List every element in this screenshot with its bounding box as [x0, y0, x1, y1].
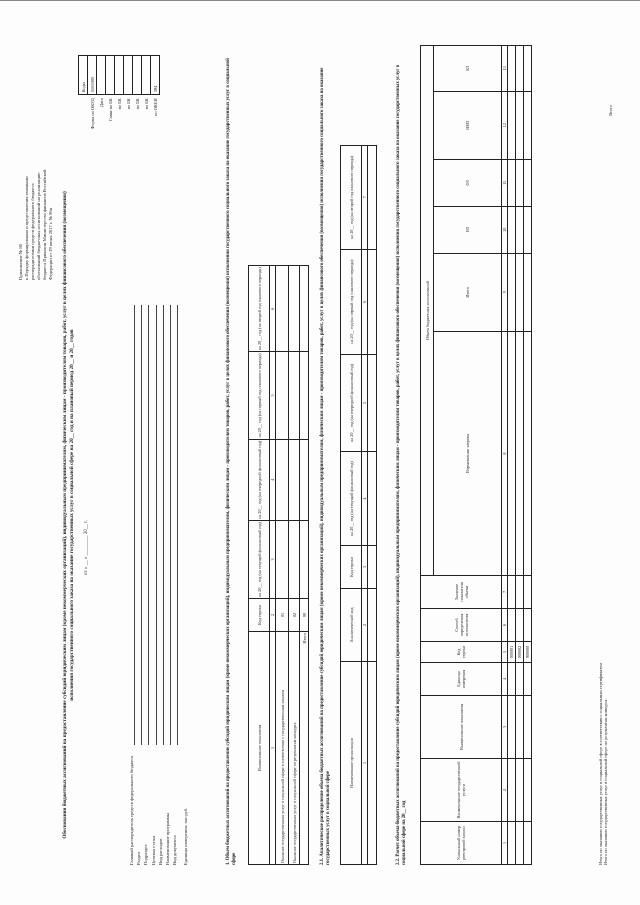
- t3-header: ОЗ: [434, 159, 502, 206]
- code-value: [97, 56, 106, 95]
- t2-header: Код строки: [341, 546, 362, 589]
- info-field: [135, 305, 142, 745]
- t3-group-header: Объем бюджетных ассигнований: [421, 46, 434, 576]
- appendix-header: [18, 70, 54, 280]
- info-label: Наименование программы: [165, 813, 171, 865]
- t3-header: Уникальный номер реестровой записи: [421, 822, 502, 865]
- t3-header: Единица измерения: [421, 663, 502, 696]
- table-row: [524, 46, 532, 865]
- code-label: по БК: [134, 98, 140, 110]
- t3-colnum: 9: [502, 253, 508, 331]
- code-label: по БК: [116, 98, 122, 110]
- t1-row-name: Итого: [300, 632, 309, 865]
- t3-header: Значение показателя объема: [421, 576, 502, 609]
- t3-colnum: 8: [502, 332, 508, 576]
- t3-colnum: 13: [502, 46, 508, 92]
- codes-table: [78, 55, 160, 165]
- t1-row-code: 02: [289, 599, 300, 632]
- info-field: [171, 305, 178, 745]
- t3-header: Итого: [434, 253, 502, 331]
- footer-totals: [598, 45, 613, 865]
- t3-header: Способ определения исполнителя: [421, 609, 502, 642]
- info-field: [142, 305, 149, 745]
- unit-line: Единица измерения: тыс.руб.: [183, 807, 189, 865]
- table-2: [340, 145, 377, 865]
- t1-colnum: 2: [270, 599, 276, 632]
- info-label: Подраздел: [143, 844, 149, 865]
- t1-colnum: 5: [270, 352, 276, 439]
- t3-row-code: 900000: [524, 642, 532, 663]
- table-row: [368, 146, 377, 865]
- codes-header: Коды: [79, 56, 88, 95]
- code-label: по БК: [143, 98, 149, 110]
- code-value: 0505980: [88, 56, 97, 95]
- appendix-line: Приложение № 80: [18, 244, 23, 280]
- table-row: [300, 266, 309, 865]
- t1-header: Код строки: [249, 599, 270, 632]
- t2-header: на 20__ год (на очередной финансовый год): [341, 354, 362, 452]
- t2-header: на 20__ год (на первый год планового периода): [341, 249, 362, 354]
- table-3: [420, 45, 532, 865]
- t3-colnum: 11: [502, 159, 508, 206]
- t1-colnum: 6: [270, 266, 276, 352]
- info-label: Главный распорядитель средств федерального бюджета: [129, 755, 134, 865]
- code-value: [115, 56, 124, 95]
- t2-header: Наименование организации: [341, 662, 362, 865]
- appendix-line: бюджета Приказом Министерства финансов Российской: [42, 169, 47, 280]
- code-value: [142, 56, 151, 95]
- footer-line: Всего: [608, 105, 613, 116]
- t3-colnum: 10: [502, 206, 508, 253]
- t1-colnum: 3: [270, 520, 276, 598]
- t2-header: на 20__ год (на текущий финансовый год): [341, 452, 362, 546]
- t2-header: на 20__ год (на второй год планового периода): [341, 146, 362, 250]
- t3-row-code: 000002: [516, 642, 524, 663]
- code-label: Глава по БК: [107, 98, 113, 121]
- t3-header: Наименование государственной услуги: [421, 759, 502, 822]
- t3-header: НЗ: [434, 206, 502, 253]
- code-value: 384: [151, 56, 160, 95]
- table-row: [508, 46, 516, 865]
- t3-colnum: 1: [502, 822, 508, 865]
- info-field: [164, 305, 171, 745]
- info-label: Вид расходов: [157, 838, 163, 865]
- t3-header: КЗ: [434, 46, 502, 92]
- appendix-line: распорядителями средств федерального бюджета: [30, 183, 35, 280]
- t2-colnum: 5: [362, 354, 368, 452]
- t2-colnum: 2: [362, 589, 368, 662]
- t3-header: Код строки: [421, 642, 502, 663]
- table-row: [516, 46, 524, 865]
- info-label: Вид документа: [172, 835, 178, 865]
- info-label: Раздел: [136, 852, 142, 865]
- section-2-1-title: 2.1. Аналитическое распределение объема бюджетных ассигнований на предоставление субсидий юридическим лицам (кроме некоммерческих организаций), индивидуальным предпринимателям, физическим лицам - производителям товаров, работ, услуг в целях финансового обеспечения (возмещения) исполнения государственного социального заказа на оказание государственных услуг в социальной сфере: [320, 67, 331, 865]
- code-label: по ОКЕИ: [152, 98, 158, 116]
- t3-colnum: 2: [502, 759, 508, 822]
- t3-colnum: 3: [502, 696, 508, 759]
- section-2-2-title: 2.2. Расчет объема бюджетных ассигнований на предоставление субсидий юридическим лицам (кроме некоммерческих организаций), индивидуальным предпринимателям, физическим лицам - производителям товаров, работ, услуг в целях финансового обеспечения (возмещения) исполнения государственного социального заказа на оказание государственных услуг в социальной сфере на 20__ год: [396, 64, 407, 865]
- t2-colnum: 1: [362, 662, 368, 865]
- t1-header: на 20__ год (на текущий финансовый год): [249, 520, 270, 598]
- appendix-line: к Порядку формирования и представления главными: [24, 176, 29, 280]
- t2-colnum: 3: [362, 546, 368, 589]
- t3-colnum: 4: [502, 663, 508, 696]
- t3-colnum: 12: [502, 91, 508, 159]
- code-value: [124, 56, 133, 95]
- table-1: [248, 265, 309, 865]
- t1-row-code: 90: [300, 599, 309, 632]
- t3-header: НМЗ: [434, 91, 502, 159]
- footer-line: Итого по оказанию государственных услуг в социальной сфере по результатам конкурса: [603, 699, 608, 865]
- section-1-title: 1. Объем бюджетных ассигнований на предоставление субсидий юридическим лицам (кроме некоммерческих организаций), индивидуальным предпринимателям, физическим лицам - производителям товаров, работ, услуг в целях финансового обеспечения (возмещения) исполнения государственного социального заказа на оказание государственных услуг в социальной сфере: [226, 58, 237, 865]
- t2-colnum: 7: [362, 146, 368, 250]
- t1-colnum: 4: [270, 439, 276, 520]
- info-field: [157, 305, 164, 745]
- info-field: [128, 305, 135, 745]
- t2-header: Аналитический код: [341, 589, 362, 662]
- t1-header: на 20__ год (на очередной финансовый год): [249, 439, 270, 520]
- t3-row-code: 000001: [508, 642, 516, 663]
- t1-header: Наименование показателя: [249, 632, 270, 865]
- t1-header: на 20__ год (на второй год планового периода): [249, 266, 270, 352]
- t3-header: Нормативные затраты: [434, 332, 502, 576]
- code-value: [106, 56, 115, 95]
- appendix-line: обоснований бюджетных ассигнований на реализацию: [36, 172, 41, 280]
- t1-row-name: Оказание государственных услуг в социальной сфере по результатам конкурса: [289, 632, 300, 865]
- code-label: по БК: [125, 98, 131, 110]
- t1-colnum: 1: [270, 632, 276, 865]
- code-label: Дата: [98, 98, 104, 108]
- table-row: [289, 266, 300, 865]
- info-label: Целевая статья: [150, 835, 156, 865]
- t3-colnum: 6: [502, 609, 508, 642]
- info-block: [128, 265, 190, 865]
- code-label: Форма по ОКУД: [89, 98, 95, 130]
- info-field: [150, 305, 157, 745]
- t3-colnum: 5: [502, 642, 508, 663]
- t3-header: Наименование показателя: [421, 696, 502, 759]
- t2-colnum: 6: [362, 249, 368, 354]
- t3-colnum: 7: [502, 576, 508, 609]
- table-row: [276, 266, 289, 865]
- footer-line: Итого по оказанию государственных услуг в социальной сфере в соответствии с социальным сертификатом: [598, 663, 603, 865]
- code-value: [133, 56, 142, 95]
- date-line: от « __ » ________ 20__ г.: [84, 520, 89, 575]
- t2-colnum: 4: [362, 452, 368, 546]
- t1-row-code: 01: [276, 599, 289, 632]
- document-title: Обоснования бюджетных ассигнований на предоставление субсидий юридическим лицам (кроме некоммерческих организаций), индивидуальным предпринимателям, физическим лицам - производителям товаров, работ, услуг в целях финансового обеспечения (возмещения) исполнения государственного социального заказа на оказание государственных услуг в социальной сфере на 20__ год и на плановый период 20__ и 20__ годов: [62, 191, 75, 839]
- t1-header: на 20__ год (на первый год планового периода): [249, 352, 270, 439]
- t1-row-name: Оказание государственных услуг в социальной сфере в соответствии с государственным заказом: [276, 632, 289, 865]
- appendix-line: Федерации от 29 июня 2017 г. № 96н: [48, 207, 53, 280]
